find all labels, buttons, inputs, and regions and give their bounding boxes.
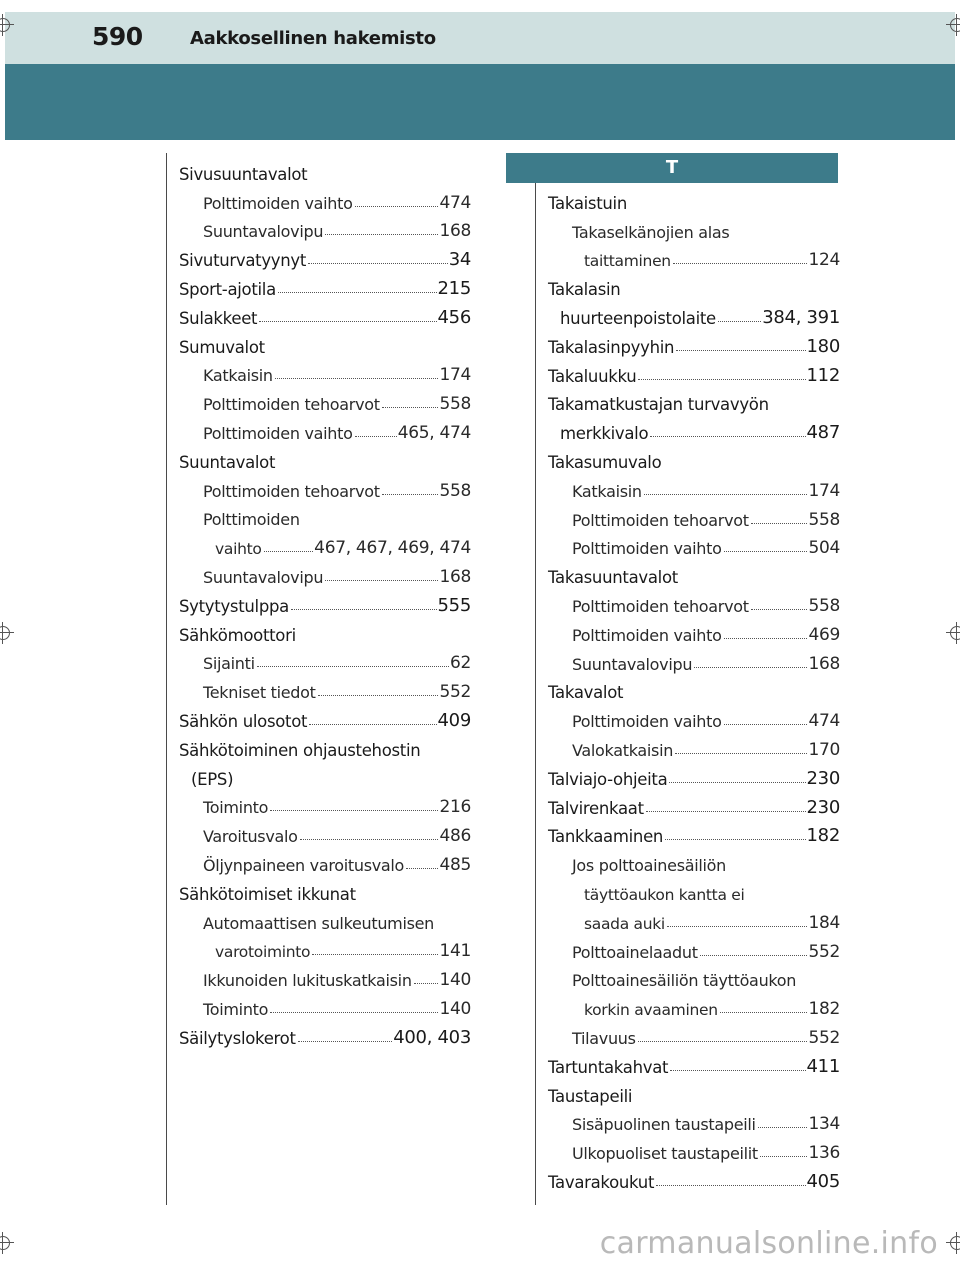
index-entry-label: Polttimoiden vaihto (572, 625, 722, 645)
index-entry-label: Takasumuvalo (548, 452, 662, 472)
index-entry-label: Sisäpuolinen taustapeili (572, 1115, 756, 1135)
index-entry-label: Takavalot (548, 683, 624, 703)
index-entry (179, 529, 471, 558)
chapter-title: Aakkosellinen hakemisto (190, 28, 436, 49)
index-entry (179, 213, 471, 242)
dot-leader (298, 1040, 393, 1042)
dot-leader (656, 1184, 805, 1186)
index-entry (548, 242, 840, 271)
index-column-left (179, 155, 471, 1048)
index-entry-page: 140 (439, 970, 471, 991)
index-entry-page: 465, 474 (397, 422, 471, 443)
index-entry (548, 875, 840, 904)
dot-leader (718, 320, 761, 322)
index-entry (548, 213, 840, 242)
index-entry-page: 230 (806, 796, 840, 818)
dot-leader (751, 522, 808, 524)
dot-leader (325, 579, 438, 581)
dot-leader (724, 637, 808, 639)
index-entry-page: 469 (808, 624, 840, 645)
registration-mark-bottom-left (0, 1232, 14, 1254)
index-entry (179, 904, 471, 933)
index-entry-page: 184 (808, 912, 840, 933)
index-entry (179, 731, 471, 760)
dot-leader (300, 838, 439, 840)
index-entry (179, 472, 471, 501)
dot-leader (312, 953, 438, 955)
dot-leader (291, 608, 437, 610)
index-entry-page: 182 (806, 825, 840, 847)
index-entry (179, 155, 471, 184)
dot-leader (700, 954, 808, 956)
index-entry-page: 170 (808, 739, 840, 760)
index-entry-label: Talviajo-ohjeita (548, 769, 668, 789)
index-entry-label: Suuntavalovipu (203, 567, 324, 587)
index-entry-page: 467, 467, 469, 474 (314, 538, 471, 559)
dot-leader (355, 435, 397, 437)
index-entry (548, 645, 840, 674)
index-entry (179, 587, 471, 616)
dot-leader (724, 723, 808, 725)
registration-mark-bottom-right (946, 1232, 960, 1254)
dot-leader (673, 262, 808, 264)
index-entry (179, 817, 471, 846)
index-entry-label: Sytytystulppa (179, 596, 289, 616)
dot-leader (751, 608, 808, 610)
registration-mark-mid-right (946, 622, 960, 644)
index-entry-label: Automaattisen sulkeutumisen (203, 913, 435, 933)
dot-leader (270, 809, 438, 811)
index-entry (548, 818, 840, 847)
index-entry-label: Katkaisin (203, 366, 273, 386)
index-entry (179, 270, 471, 299)
index-entry-label: Tankkaaminen (548, 827, 664, 847)
dot-leader (665, 838, 805, 840)
index-entry (548, 933, 840, 962)
column-divider-right (535, 153, 536, 1205)
index-entry (548, 357, 840, 386)
registration-mark-top-right (946, 14, 960, 36)
index-entry-page: 552 (439, 682, 471, 703)
index-entry (179, 558, 471, 587)
index-entry-label: Toiminto (203, 999, 269, 1019)
index-entry-page: 134 (808, 1114, 840, 1135)
index-entry (548, 414, 840, 443)
index-entry-page: 384, 391 (762, 306, 840, 328)
index-entry-label: Tekniset tiedot (203, 683, 316, 703)
index-entry (179, 990, 471, 1019)
index-entry-label: Tavarakoukut (548, 1172, 655, 1192)
index-entry (179, 673, 471, 702)
index-entry (179, 357, 471, 386)
index-entry-page: 504 (808, 538, 840, 559)
index-entry (548, 587, 840, 616)
index-entry (548, 530, 840, 559)
dot-leader (318, 694, 439, 696)
index-entry (548, 760, 840, 789)
index-entry-label: Polttimoiden tehoarvot (572, 510, 749, 530)
index-entry-page: 168 (808, 653, 840, 674)
index-entry-label: Takalasin (548, 280, 621, 300)
index-entry (179, 184, 471, 213)
index-entry-label: Takaselkänojien alas (572, 222, 730, 242)
index-entry-label: Takaluukku (548, 366, 637, 386)
dot-leader (259, 320, 436, 322)
registration-mark-mid-left (0, 622, 14, 644)
index-entry-label: Ikkunoiden lukituskatkaisin (203, 971, 412, 991)
index-entry-label: saada auki (584, 914, 665, 933)
dot-leader (270, 1011, 438, 1013)
dot-leader (646, 810, 806, 812)
index-entry-label: Takasuuntavalot (548, 568, 678, 588)
dot-leader (650, 435, 805, 437)
index-entry-page: 552 (808, 941, 840, 962)
dot-leader (694, 666, 807, 668)
index-entry-label: Suuntavalot (179, 452, 276, 472)
header-band (5, 64, 955, 140)
index-entry (179, 299, 471, 328)
index-entry-page: 141 (439, 941, 471, 962)
index-entry-label: Toiminto (203, 798, 269, 818)
index-entry-page: 112 (806, 364, 840, 386)
index-entry-label: täyttöaukon kantta ei (584, 885, 745, 904)
dot-leader (278, 291, 437, 293)
index-entry-label: Polttoainesäiliön täyttöaukon (572, 971, 797, 991)
index-entry-label: vaihto (215, 540, 262, 559)
index-entry (179, 961, 471, 990)
index-entry-label: Sähkötoiminen ohjaustehostin (179, 740, 421, 760)
index-entry (548, 616, 840, 645)
index-entry (548, 904, 840, 933)
section-letter-bar: T (506, 153, 838, 183)
index-entry-label: Suuntavalovipu (203, 222, 324, 242)
index-entry-label: Sähkön ulosotot (179, 711, 308, 731)
index-entry (548, 674, 840, 703)
index-entry (548, 1077, 840, 1106)
index-entry (179, 241, 471, 270)
index-entry (548, 1134, 840, 1163)
index-entry-label: varotoiminto (215, 943, 311, 962)
index-entry (548, 299, 840, 328)
dot-leader (308, 262, 448, 264)
index-entry (179, 645, 471, 674)
index-entry (548, 846, 840, 875)
index-entry (179, 385, 471, 414)
index-entry-page: 558 (439, 480, 471, 501)
dot-leader (638, 378, 805, 380)
index-entry-page: 456 (437, 306, 471, 328)
index-entry (179, 443, 471, 472)
dot-leader (669, 781, 805, 783)
index-entry-page: 474 (808, 711, 840, 732)
index-entry (548, 1019, 840, 1048)
dot-leader (382, 406, 439, 408)
index-entry-page: 230 (806, 767, 840, 789)
dot-leader (644, 493, 808, 495)
dot-leader (275, 377, 439, 379)
index-entry-label: Takaistuin (548, 193, 627, 213)
index-entry-label: merkkivalo (560, 424, 649, 444)
index-entry (179, 414, 471, 443)
index-entry-label: Polttimoiden tehoarvot (572, 596, 749, 616)
index-entry-label: Sivusuuntavalot (179, 164, 308, 184)
index-entry (179, 702, 471, 731)
dot-leader (724, 550, 808, 552)
index-entry-label: huurteenpoistolaite (560, 308, 716, 328)
index-entry-label: Jos polttoainesäiliön (572, 856, 726, 876)
index-entry-label: Ulkopuoliset taustapeilit (572, 1144, 758, 1164)
index-entry-label: Polttoainelaadut (572, 942, 698, 962)
index-entry (548, 270, 840, 299)
index-entry-page: 486 (439, 826, 471, 847)
index-entry-label: Polttimoiden tehoarvot (203, 481, 380, 501)
index-entry-label: Polttimoiden (203, 510, 300, 530)
index-entry (548, 1048, 840, 1077)
index-entry-page: 400, 403 (393, 1026, 471, 1048)
index-entry-page: 405 (806, 1170, 840, 1192)
index-entry (548, 731, 840, 760)
dot-leader (355, 205, 439, 207)
index-entry-label: Öljynpaineen varoitusvalo (203, 855, 405, 875)
index-entry (548, 472, 840, 501)
dot-leader (758, 1126, 808, 1128)
index-entry (548, 386, 840, 415)
index-entry-label: Säilytyslokerot (179, 1028, 296, 1048)
index-entry-label: taittaminen (584, 252, 671, 271)
index-entry-label: Sumuvalot (179, 337, 265, 357)
index-entry-label: Takamatkustajan turvavyön (548, 395, 769, 415)
index-entry-page: 558 (808, 509, 840, 530)
index-entry (548, 702, 840, 731)
index-entry (548, 789, 840, 818)
index-entry-label: Talvirenkaat (548, 798, 644, 818)
index-entry-page: 140 (439, 998, 471, 1019)
index-entry (179, 760, 471, 789)
index-entry (548, 1163, 840, 1192)
index-entry-label: Sähkömoottori (179, 625, 296, 645)
index-entry-page: 215 (437, 277, 471, 299)
index-entry-label: Sijainti (203, 654, 255, 674)
index-entry-label: Polttimoiden vaihto (572, 712, 722, 732)
index-entry (548, 962, 840, 991)
index-entry-label: korkin avaaminen (584, 1001, 718, 1020)
index-entry-page: 558 (439, 394, 471, 415)
index-entry (548, 328, 840, 357)
index-entry-label: Polttimoiden tehoarvot (203, 395, 380, 415)
index-entry (179, 616, 471, 645)
index-entry (179, 846, 471, 875)
registration-mark-top-left (0, 14, 14, 36)
dot-leader (325, 233, 438, 235)
index-entry (179, 1019, 471, 1048)
index-entry-page: 124 (808, 250, 840, 271)
dot-leader (670, 1069, 805, 1071)
dot-leader (675, 752, 807, 754)
dot-leader (382, 493, 439, 495)
index-entry-label: Varoitusvalo (203, 827, 298, 847)
index-entry-page: 62 (449, 653, 471, 674)
index-entry (179, 789, 471, 818)
index-entry-page: 555 (437, 594, 471, 616)
index-entry-page: 411 (806, 1055, 840, 1077)
index-entry-page: 182 (808, 999, 840, 1020)
dot-leader (406, 867, 438, 869)
dot-leader (720, 1011, 808, 1013)
index-entry-label: Polttimoiden vaihto (572, 539, 722, 559)
index-entry-label: Sähkötoimiset ikkunat (179, 884, 356, 904)
dot-leader (257, 665, 449, 667)
dot-leader (676, 349, 805, 351)
index-entry-page: 34 (448, 249, 471, 271)
index-entry (179, 875, 471, 904)
index-entry-label: Valokatkaisin (572, 740, 674, 760)
index-entry (179, 501, 471, 530)
index-entry (548, 1106, 840, 1135)
dot-leader (667, 925, 807, 927)
index-entry-label: Sport-ajotila (179, 279, 276, 299)
index-entry-page: 174 (808, 480, 840, 501)
index-entry-label: Tartuntakahvat (548, 1057, 669, 1077)
index-entry-page: 552 (808, 1027, 840, 1048)
index-entry (548, 184, 840, 213)
index-entry (548, 990, 840, 1019)
index-entry-label: Polttimoiden vaihto (203, 193, 353, 213)
index-entry-page: 487 (806, 422, 840, 444)
page-number: 590 (92, 22, 143, 51)
column-divider-left (166, 153, 167, 1205)
index-entry-page: 558 (808, 595, 840, 616)
index-entry-page: 168 (439, 566, 471, 587)
dot-leader (638, 1040, 808, 1042)
index-entry-label: (EPS) (191, 769, 234, 789)
index-entry-label: Sivuturvatyynyt (179, 251, 307, 271)
index-entry-label: Polttimoiden vaihto (203, 423, 353, 443)
index-entry (179, 328, 471, 357)
dot-leader (309, 723, 436, 725)
dot-leader (264, 550, 314, 552)
index-entry-page: 180 (806, 335, 840, 357)
index-entry-label: Takalasinpyyhin (548, 337, 675, 357)
index-entry-page: 136 (808, 1143, 840, 1164)
index-entry (179, 933, 471, 962)
index-entry-label: Tilavuus (572, 1028, 636, 1048)
index-entry-page: 474 (439, 192, 471, 213)
index-column-right (548, 184, 840, 1192)
dot-leader (760, 1155, 808, 1157)
header-bar (5, 12, 955, 64)
dot-leader (414, 982, 439, 984)
index-entry-label: Sulakkeet (179, 308, 258, 328)
index-entry-label: Taustapeili (548, 1086, 633, 1106)
index-entry (548, 558, 840, 587)
index-entry (548, 443, 840, 472)
index-entry-page: 216 (439, 797, 471, 818)
index-entry-label: Katkaisin (572, 481, 642, 501)
index-entry-page: 174 (439, 365, 471, 386)
index-entry-page: 409 (437, 709, 471, 731)
index-entry-page: 485 (439, 854, 471, 875)
index-entry-page: 168 (439, 221, 471, 242)
index-entry-label: Suuntavalovipu (572, 654, 693, 674)
watermark: carmanualsonline.info (599, 1226, 938, 1261)
index-entry (548, 501, 840, 530)
